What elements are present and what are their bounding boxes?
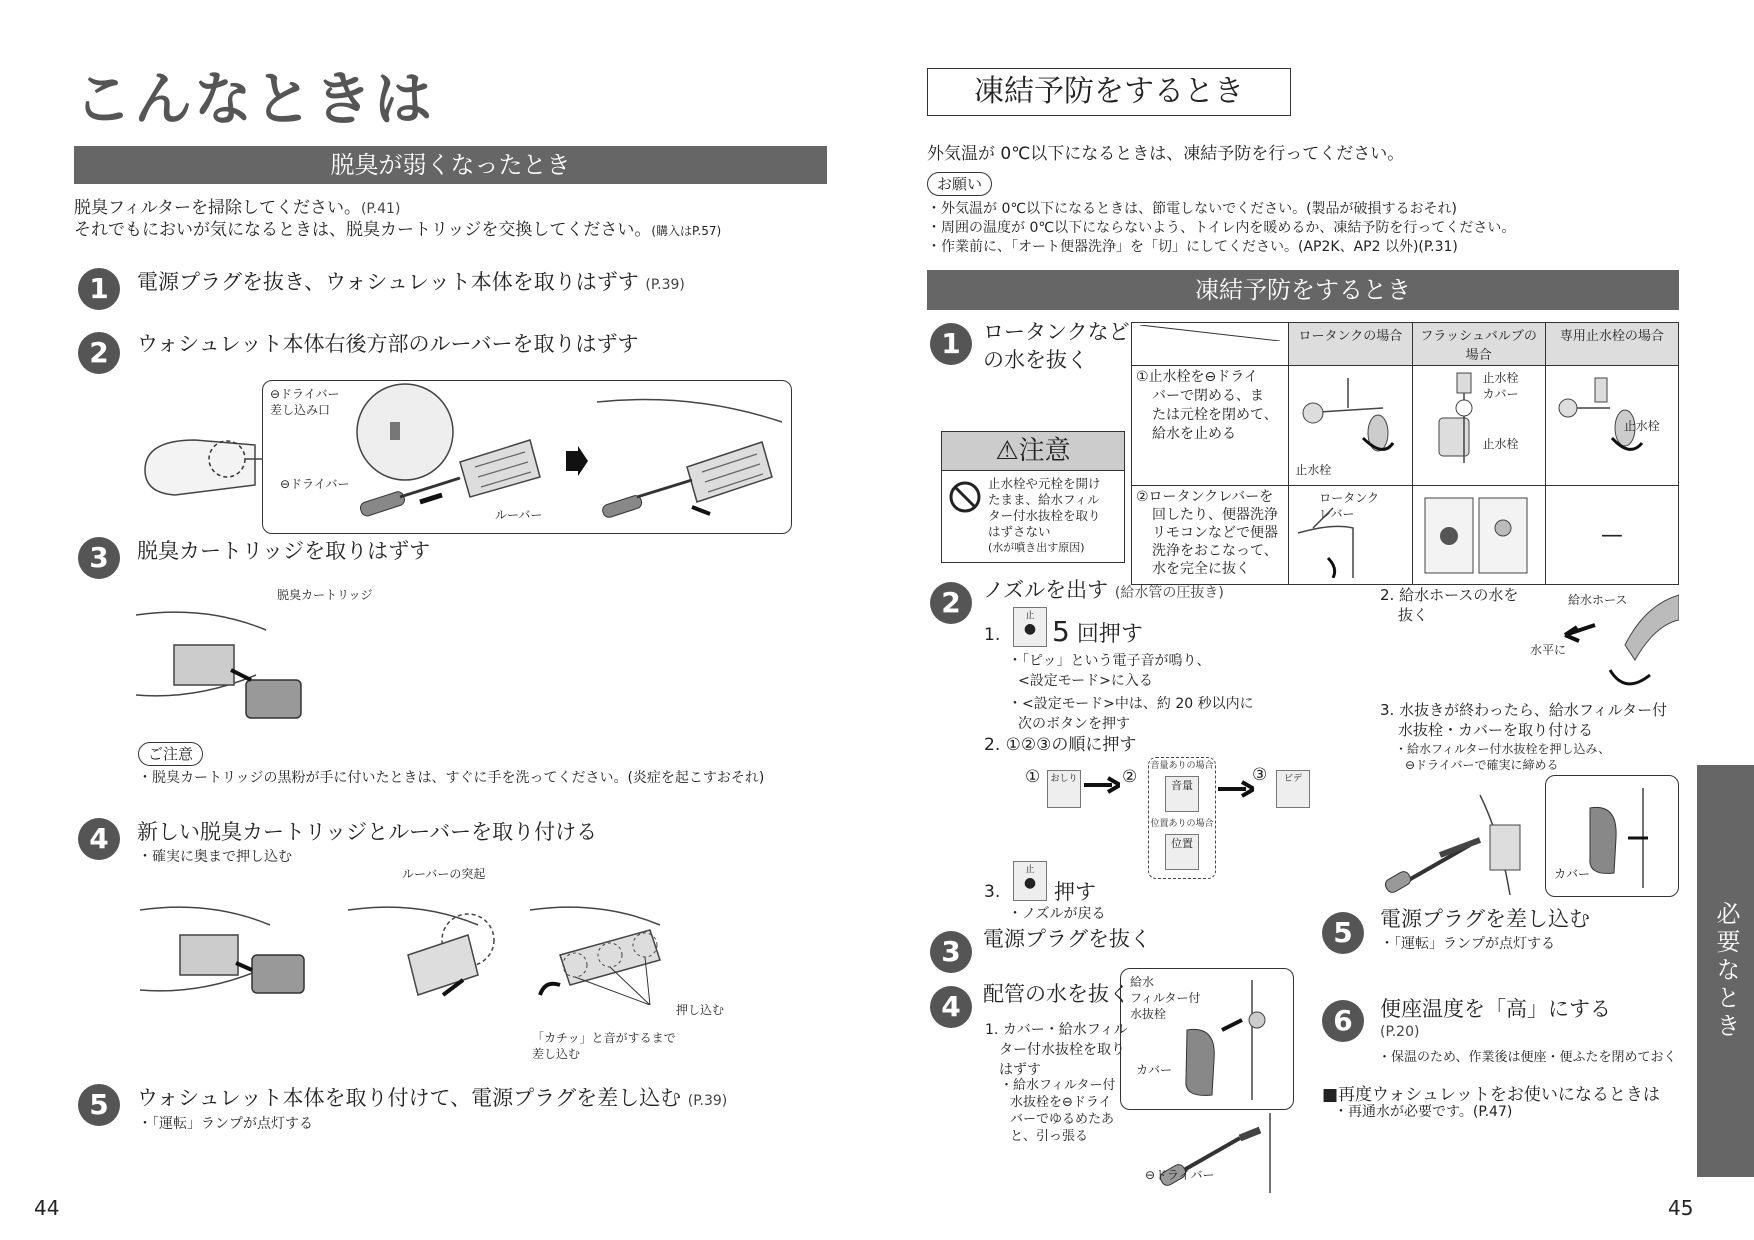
- button-label: おしり: [1050, 774, 1078, 784]
- bullet-line: バーでゆるめたあ: [1010, 1112, 1115, 1127]
- label-line: 止水栓: [1482, 371, 1519, 385]
- step-text: [137, 268, 685, 299]
- driver-loosen-illustration: [1160, 1108, 1300, 1198]
- section-side-tab: 必要なとき: [1697, 765, 1754, 1177]
- freeze-intro: 外気温が 0℃以下になるときは、凍結予防を行ってください。: [927, 144, 1405, 164]
- step-text: [137, 1084, 727, 1115]
- cell-line: ①止水栓を⊖ドライ: [1136, 369, 1258, 385]
- intro-ref: (P.41): [360, 201, 401, 217]
- stop-button[interactable]: [1013, 607, 1047, 647]
- option-label: 音量ありの場合: [1150, 761, 1214, 771]
- step-number: 1: [930, 323, 972, 365]
- request-item: ・周囲の温度が 0℃以下にならないよう、トイレ内を暖めるか、凍結予防を行ってください。: [927, 220, 1516, 236]
- label-line: レバー: [1319, 507, 1355, 521]
- table-row: [1132, 486, 1679, 585]
- step-sub: ・確実に奥まで押し込む: [138, 849, 292, 865]
- push-label: 押し込む: [676, 1003, 725, 1017]
- arrow-right-icon: [1084, 776, 1120, 794]
- substep-2: 2. ①②③の順に押す: [984, 735, 1137, 755]
- cell-label: [1319, 490, 1379, 522]
- cell-line: バーで閉める、ま: [1152, 388, 1264, 404]
- substep-bullet: ・ノズルが戻る: [1008, 906, 1106, 922]
- bullet-line: ・「ピッ」という電子音が鳴り、: [1008, 653, 1211, 669]
- hose-substep: [1380, 585, 1518, 625]
- caution-line: ター付水抜栓を取り: [988, 508, 1101, 523]
- bullet-line: ・<設定モード>中は、約 20 秒以内に: [1008, 696, 1254, 712]
- step-sub-label: (給水管の圧抜き): [1114, 585, 1224, 601]
- caution-pill: [138, 742, 203, 766]
- cell-line: たは元栓を閉めて、: [1152, 407, 1278, 423]
- col-header: 専用止水栓の場合: [1545, 323, 1678, 366]
- table-cell: —: [1545, 486, 1678, 585]
- caution-box: [941, 431, 1125, 563]
- label-line: 差し込み口: [270, 403, 331, 417]
- step-text: 新しい脱臭カートリッジとルーバーを取り付ける: [137, 820, 598, 844]
- driver-slot-label: [270, 386, 339, 418]
- bullet-line: と、引っ張る: [1010, 1129, 1089, 1144]
- label-line: ロータンク: [1319, 491, 1380, 505]
- label-line: 「カチッ」と音がするまで: [532, 1031, 676, 1045]
- step-label: ノズルを出す: [983, 578, 1109, 602]
- horizontal-label: 水平に: [1530, 643, 1567, 657]
- caution-line: 止水栓や元栓を開け: [988, 476, 1101, 491]
- request-label: お願い: [927, 172, 992, 196]
- col-header: ロータンクの場合: [1289, 323, 1412, 366]
- cell-label: 止水栓: [1623, 419, 1660, 433]
- section-bar-freeze: 凍結予防をするとき: [927, 270, 1679, 310]
- substep-line: はずす: [999, 1062, 1041, 1078]
- intro-ref: (購入はP.57): [651, 224, 722, 238]
- cell-line: リモコンなどで便器: [1152, 525, 1278, 541]
- dedicated-stopcock-illustration: [1550, 368, 1668, 463]
- substep-line: 抜く: [1398, 606, 1429, 624]
- substep-line: ター付水抜栓を取り: [999, 1042, 1125, 1058]
- substep-line: 2. 給水ホースの水を: [1380, 586, 1519, 604]
- tank-stopcock-illustration: [1293, 368, 1401, 463]
- substep-list: [985, 1020, 1128, 1080]
- label-line: 給水: [1130, 975, 1155, 989]
- oshiri-button[interactable]: [1047, 770, 1081, 808]
- cell-line: 回したり、便器洗浄: [1152, 507, 1278, 523]
- position-button[interactable]: 位置: [1165, 834, 1199, 870]
- filter-label: [1130, 974, 1201, 1022]
- step-text: 便座温度を「高」にする: [1380, 997, 1611, 1021]
- table-cell: [1132, 486, 1289, 585]
- substep-bullets: [1000, 1077, 1115, 1145]
- page-title: こんなときは: [74, 65, 435, 133]
- table-cell: [1289, 366, 1412, 486]
- step-sub: ・「運転」ランプが点灯する: [138, 1116, 313, 1132]
- step-number: 2: [78, 332, 120, 374]
- cover-label: カバー: [1136, 1063, 1173, 1077]
- cartridge-removal-illustration: [136, 600, 316, 720]
- substep-line: 3. 水抜きが終わったら、給水フィルター付: [1380, 701, 1668, 719]
- circle-1: ①: [1025, 767, 1041, 787]
- page-ref: (P.39): [645, 277, 685, 293]
- arrow-right-icon: [566, 446, 588, 476]
- cartridge-label: 脱臭カートリッジ: [277, 588, 373, 602]
- dot-icon: ●: [1023, 875, 1037, 891]
- substep-bullet: [1008, 694, 1254, 734]
- page-ref: (P.20): [1380, 1024, 1420, 1040]
- step-text: [983, 576, 1224, 607]
- step-number: 3: [930, 931, 972, 973]
- reuse-sub: ・再通水が必要です。(P.47): [1334, 1104, 1513, 1120]
- caution-body: [988, 476, 1101, 556]
- button-label: 止: [1025, 611, 1035, 621]
- label-line: フィルター付: [1130, 991, 1201, 1005]
- substep-number: 1.: [984, 625, 1001, 645]
- label-line: 水抜栓: [1130, 1007, 1167, 1021]
- volume-button[interactable]: 音量: [1165, 776, 1199, 812]
- intro-line-2: [74, 218, 721, 243]
- louver-label: ルーバー: [495, 508, 543, 522]
- louver-tab-label: ルーバーの突起: [402, 867, 486, 881]
- cell-label: 止水栓: [1295, 463, 1332, 477]
- intro-text: 脱臭フィルターを掃除してください。: [74, 198, 361, 218]
- cell-line: 水を完全に抜く: [1152, 561, 1250, 577]
- louver-push-illustration: [530, 895, 720, 1005]
- bullet-line: 次のボタンを押す: [1018, 716, 1130, 732]
- step-sub: ・保温のため、作業後は便座・便ふたを閉めておく: [1378, 1050, 1677, 1065]
- reinstall-bullet: [1395, 741, 1610, 773]
- step-number: 5: [1322, 912, 1364, 954]
- step-text: 脱臭カートリッジを取りはずす: [137, 539, 431, 563]
- cartridge-insert-illustration: [140, 895, 310, 1010]
- driver-label: ⊖ドライバー: [280, 477, 350, 491]
- substep-bullet: [1008, 651, 1210, 691]
- caution-line: たまま、給水フィル: [988, 492, 1100, 507]
- table-corner: [1132, 323, 1289, 366]
- diagonal-line: [1140, 325, 1280, 341]
- hose-label: 給水ホース: [1568, 593, 1628, 607]
- count-number: 5: [1052, 615, 1070, 648]
- step-number: 3: [78, 537, 120, 579]
- press-label: 押す: [1054, 880, 1096, 904]
- table-cell: [1545, 366, 1678, 486]
- table-cell: [1412, 366, 1545, 486]
- arrow-right-icon: [1218, 780, 1254, 798]
- step-text: 配管の水を抜く: [983, 982, 1130, 1006]
- step-label: ウォシュレット本体を取り付けて、電源プラグを差し込む: [137, 1086, 682, 1110]
- circle-3: ③: [1252, 765, 1268, 785]
- bullet-line: ・給水フィルター付水抜栓を押し込み、: [1395, 742, 1611, 756]
- cell-label: 止水栓: [1482, 437, 1519, 451]
- request-pill: [927, 172, 992, 196]
- circle-2: ②: [1122, 767, 1138, 787]
- toilet-seat-illustration: [135, 425, 265, 500]
- table-row: [1132, 366, 1679, 486]
- bullet-line: 水抜栓を⊖ドライ: [1010, 1095, 1112, 1110]
- freeze-title: 凍結予防をするとき: [927, 68, 1291, 116]
- substep-line: 水抜栓・カバーを取り付ける: [1398, 721, 1594, 739]
- caution-note: (水が噴き出す原因): [988, 541, 1085, 554]
- count-label: 回押す: [1076, 622, 1143, 647]
- cell-label: [1483, 370, 1519, 402]
- cell-line: 洗浄をおこなって、: [1152, 543, 1278, 559]
- stop-button[interactable]: [1013, 861, 1047, 901]
- substep-line: 1. カバー・給水フィル: [985, 1022, 1128, 1038]
- louver-pulled-illustration: [592, 392, 787, 522]
- cell-line: 給水を止める: [1152, 426, 1236, 442]
- cover-label: カバー: [1554, 867, 1591, 881]
- label-line: ⊖ドライバー: [270, 387, 340, 401]
- step-number: 5: [78, 1084, 120, 1126]
- press-count: [1052, 615, 1143, 648]
- request-item: ・作業前に、「オート便器洗浄」を「切」にしてください。(AP2K、AP2 以外)(P.31): [927, 239, 1458, 255]
- drain-table: [1131, 322, 1679, 585]
- step-line: ロータンクなど: [983, 320, 1130, 344]
- remote-illustration: [1417, 488, 1535, 578]
- option-label: 位置ありの場合: [1150, 819, 1214, 829]
- bullet-line: <設定モード>に入る: [1018, 673, 1153, 689]
- caution-line: はずさない: [988, 524, 1051, 539]
- bullet-line: ⊖ドライバーで確実に締める: [1405, 758, 1559, 772]
- label-line: カバー: [1482, 387, 1519, 401]
- page-ref: (P.39): [687, 1093, 728, 1109]
- table-cell: [1132, 366, 1289, 486]
- request-item: ・外気温が 0℃以下になるときは、節電しないでください。(製品が破損するおそれ): [927, 201, 1458, 217]
- button-label: 止: [1025, 865, 1035, 875]
- cell-line: ②ロータンクレバーを: [1136, 489, 1274, 505]
- reuse-heading: ■再度ウォシュレットをお使いになるときは: [1322, 1085, 1660, 1105]
- driver-label: ⊖ドライバー: [1145, 1168, 1215, 1182]
- table-cell: [1289, 486, 1412, 585]
- button-label: ビデ: [1283, 774, 1302, 784]
- step-label: 電源プラグを抜き、ウォシュレット本体を取りはずす: [137, 270, 639, 294]
- step-line: の水を抜く: [983, 348, 1088, 372]
- button-option-group: [1148, 757, 1216, 879]
- label-line: 差し込む: [532, 1047, 581, 1061]
- step-number: 6: [1322, 1000, 1364, 1042]
- louver-attach-illustration: [348, 895, 508, 1015]
- step-number: 4: [78, 818, 120, 860]
- step-text: 電源プラグを抜く: [983, 927, 1151, 951]
- page-number-left: 44: [34, 1196, 60, 1220]
- click-label: [532, 1030, 676, 1062]
- step-text: 電源プラグを差し込む: [1380, 907, 1590, 931]
- dot-icon: ●: [1023, 621, 1037, 637]
- bidet-button[interactable]: [1276, 770, 1310, 808]
- step-sub: ・「運転」ランプが点灯する: [1380, 936, 1555, 952]
- substep-number: 3.: [984, 882, 1001, 902]
- step-text: [983, 318, 1130, 374]
- table-cell: [1412, 486, 1545, 585]
- caution-title: ⚠注意: [942, 432, 1124, 471]
- bullet-line: ・給水フィルター付: [1000, 1078, 1116, 1093]
- caution-label: ご注意: [138, 742, 203, 766]
- reinstall-substep: [1380, 700, 1667, 740]
- table-header-row: [1132, 323, 1679, 366]
- prohibited-icon: [948, 480, 982, 514]
- caution-text: ・脱臭カートリッジの黒粉が手に付いたときは、すぐに手を洗ってください。(炎症を起こすおそれ): [138, 770, 765, 786]
- step-number: 2: [930, 582, 972, 624]
- step-text: ウォシュレット本体右後方部のルーバーを取りはずす: [137, 332, 639, 356]
- section-bar-deodorize: 脱臭が弱くなったとき: [74, 146, 827, 184]
- intro-text: それでもにおいが気になるときは、脱臭カートリッジを交換してください。: [74, 220, 652, 240]
- page-number-right: 45: [1668, 1196, 1694, 1220]
- col-header: フラッシュバルブの場合: [1412, 323, 1545, 366]
- step-number: 4: [930, 986, 972, 1028]
- step-number: 1: [78, 268, 120, 310]
